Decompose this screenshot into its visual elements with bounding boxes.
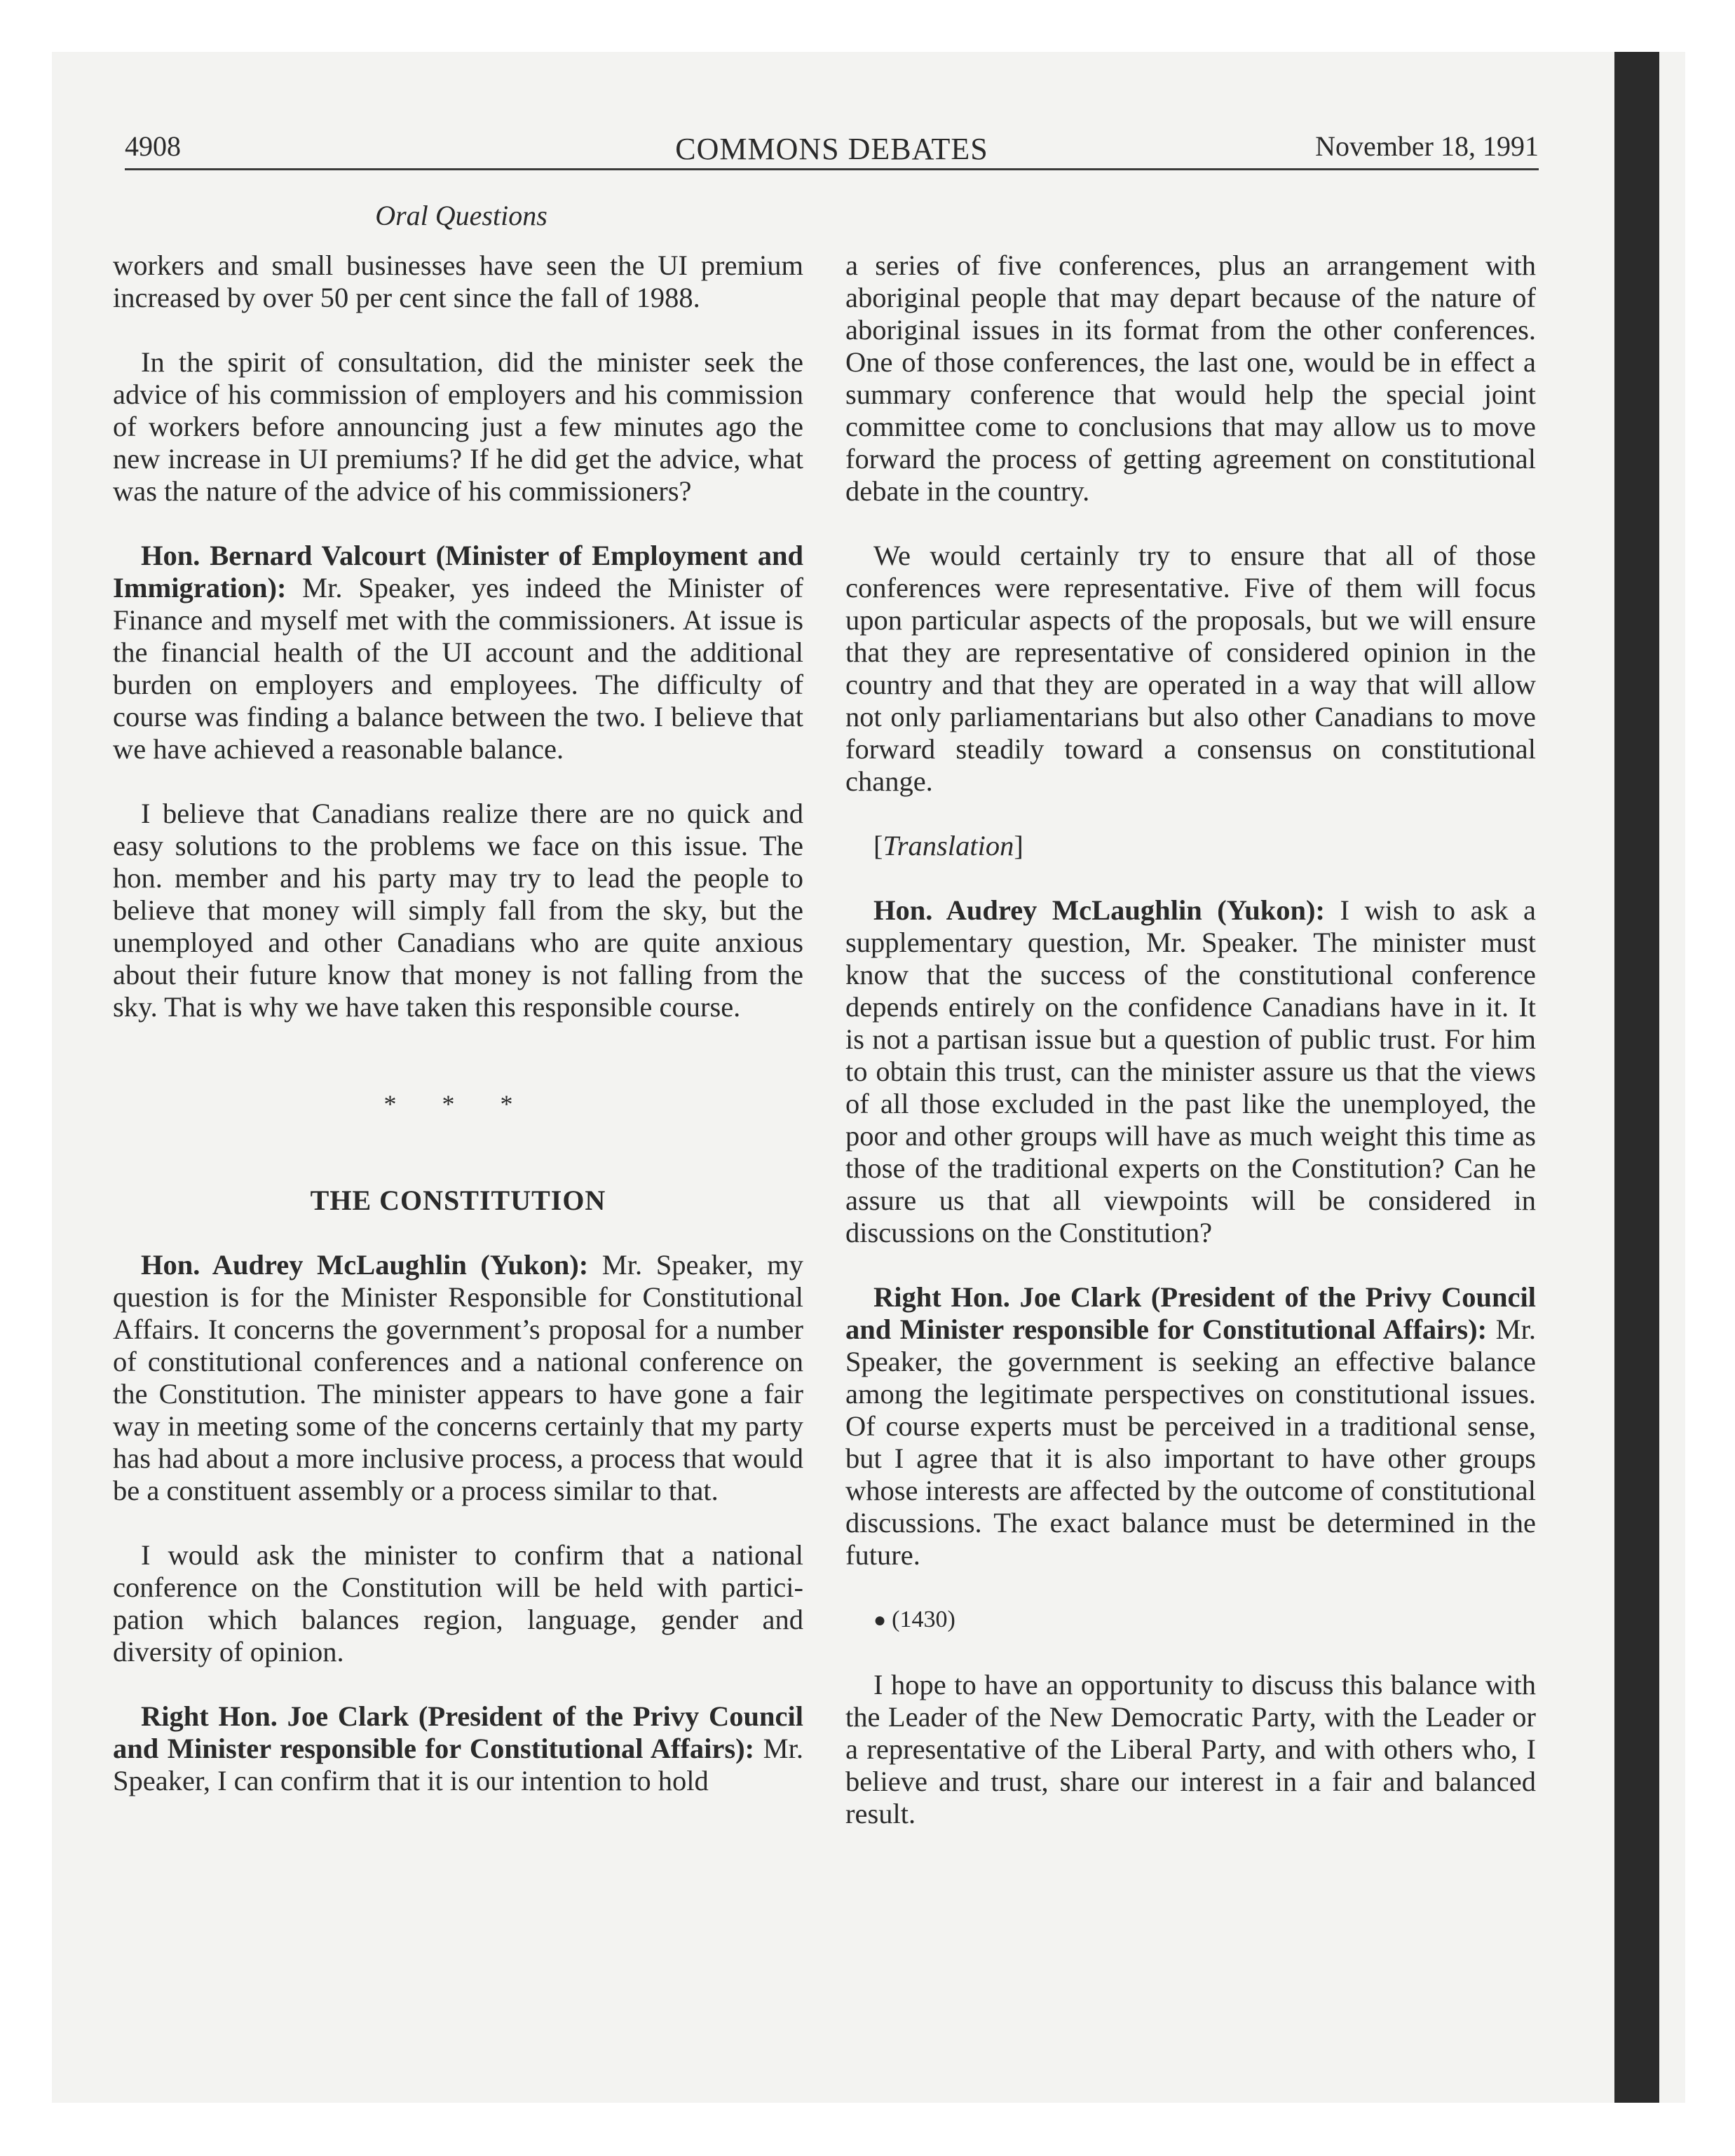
section-subheader: Oral Questions — [375, 200, 547, 231]
speaker-name: Hon. Audrey McLaughlin (Yukon): — [141, 1249, 589, 1281]
paragraph: We would certainly try to ensure that all of those conferences were representative. Five of them will focus upon particular aspects of the proposals, but we will ensure that they are representative of considered opinion in the country and that they are operated in a way that will allow not only parliamentarians but also other Canadians to move forward steadily toward a consensus on constitutional change. — [845, 540, 1536, 797]
speech — [113, 540, 803, 765]
speech — [113, 1249, 803, 1507]
speech-text: I wish to ask a supplementary question, Mr. Speaker. The minister must know that the success of the constitutional conference depends entirely on the confidence Canadians have in it. It is not a partisan issue but a question of public trust. For him to obtain this trust, can the minister assure us that the views of all those excluded in the past like the unemployed, the poor and other groups will have as much weight this time as those of the traditional experts on the Constitution? Can he assure us that all viewpoints will be considered in discussions on the Constitution? — [845, 894, 1537, 1248]
publication-date: November 18, 1991 — [1315, 130, 1539, 162]
paragraph: In the spirit of consultation, did the minister seek the advice of his commission of employers and his commission of workers before announcing just a few minutes ago the new increase in UI premiums? If he did get the advice, what was the nature of the advice of his commissioners? — [113, 346, 803, 507]
speaker-name: Right Hon. Joe Clark (President of the Privy Council and Minister responsible for Constitutional Affairs): — [113, 1700, 803, 1764]
speech — [845, 1281, 1536, 1571]
paragraph: I would ask the minister to confirm that a national conference on the Constitution will be held with participation which balances region, language, gender and diversity of opinion. — [113, 1539, 803, 1667]
paragraph: I believe that Canadians realize there are no quick and easy solutions to the problems we face on this issue. The hon. member and his party may try to lead the people to believe that money will simply fall from the sky, but the unemployed and other Canadians who are quite anxious about their future know that money is not falling from the sky. That is why we have taken this responsible course. — [113, 798, 803, 1023]
bullet-icon: ● — [873, 1609, 887, 1632]
left-column — [113, 250, 803, 1829]
paragraph: a series of five conferences, plus an arrangement with aboriginal people that may depart because of the nature of aboriginal issues in its format from the other conferences. One of those conferences, the last one, would be in effect a summary conference that would help the special joint committee come to conclusions that may allow us to move forward the process of getting agreement on constitutional debate in the country. — [845, 250, 1536, 507]
section-title: THE CONSTITUTION — [310, 1185, 606, 1216]
speech-text: Mr. Speaker, yes indeed the Minister of Finance and myself met with the commissioners. At issue is the financial health of the UI account and the additional burden on employers and employees. The difficulty of course was finding a balance between the two. I believe that we have achieved a reasonable balance. — [113, 572, 803, 765]
page-number: 4908 — [125, 130, 181, 162]
speaker-name: Hon. Bernard Valcourt (Minister of Employment and Immigration): — [113, 540, 803, 603]
publication-title: COMMONS DEBATES — [675, 132, 988, 166]
translation-label: Translation — [883, 830, 1014, 861]
speech-text: Mr. Speaker, my question is for the Minister Responsible for Constitutional Affairs. It concerns the government’s proposal for a number of constitutional conferences and a national conference on the Constitution. The minister appears to have gone a fair way in meeting some of the concerns certainly that my party has had about a more inclusive process, a process that would be a constituent assembly or a process similar to that. — [113, 1249, 803, 1506]
speech-text: Mr. Speaker, the government is seeking an effective balance among the legitimate perspectives on constitutional issues. Of course experts must be perceived in a traditional sense, but I agree that it is also important to have other groups whose interests are affected by the outcome of constitutional discussions. The exact balance must be determined in the future. — [845, 1314, 1536, 1571]
time-marker — [845, 1604, 1536, 1637]
timestamp: (1430) — [892, 1606, 955, 1632]
speaker-name: Right Hon. Joe Clark (President of the Privy Council and Minister responsible for Constitutional Affairs): — [845, 1281, 1536, 1345]
speaker-name: Hon. Audrey McLaughlin (Yukon): — [873, 894, 1326, 926]
speech — [113, 1700, 803, 1797]
right-column — [845, 250, 1536, 1862]
paragraph: workers and small businesses have seen the UI premium increased by over 50 per cent since the fall of 1988. — [113, 250, 803, 313]
section-divider: * * * — [383, 1090, 533, 1118]
translation-marker: [Translation] — [873, 830, 1023, 861]
speech-text: Mr. Speaker, I can confirm that it is our intention to hold — [113, 1733, 803, 1796]
paragraph: I hope to have an opportunity to discuss this balance with the Leader of the New Democratic Party, with the Leader or a representative of the Liberal Party, and with others who, I believe and trust, share our interest in a fair and balanced result. — [845, 1669, 1536, 1829]
speech — [845, 894, 1536, 1249]
scan-edge-shadow — [1614, 52, 1659, 2103]
page-header — [125, 125, 1539, 170]
